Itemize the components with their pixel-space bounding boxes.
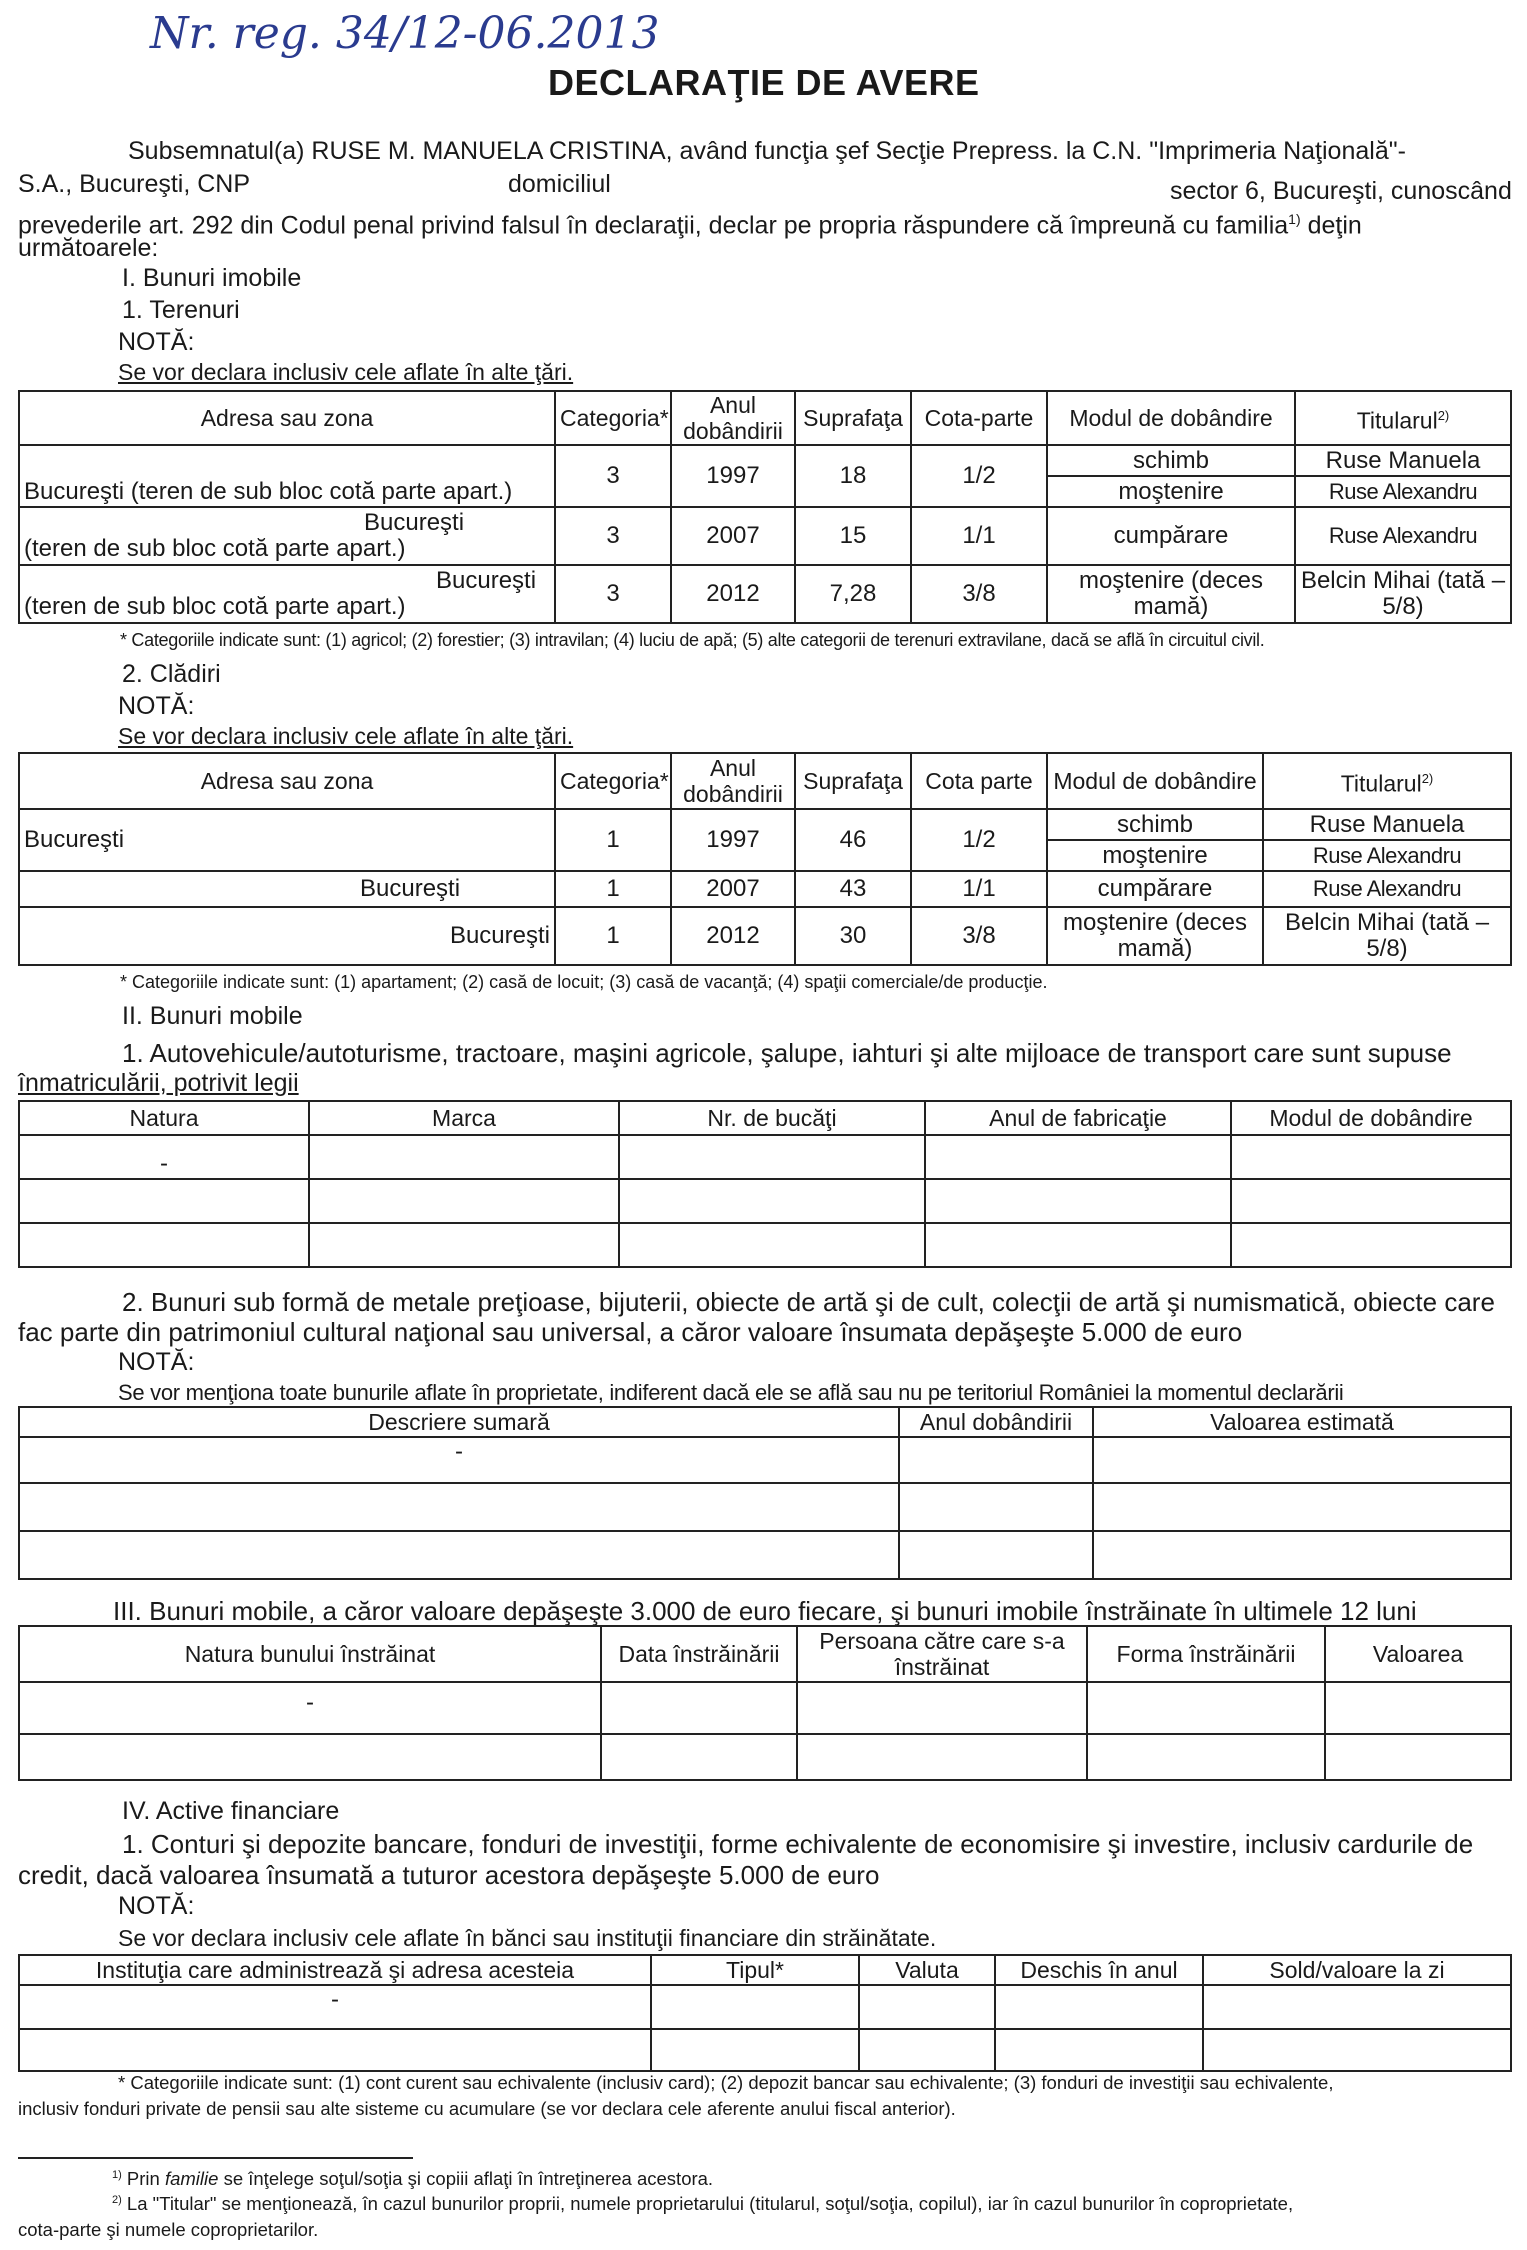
footnote-1-pre: Prin bbox=[126, 2168, 165, 2189]
vehicles-table bbox=[18, 1100, 1512, 1268]
col-header-modul: Modul de dobândire bbox=[1047, 753, 1263, 809]
page-title: DECLARAŢIE DE AVERE bbox=[548, 62, 980, 103]
table-row bbox=[19, 907, 1511, 965]
cell-categoria: 3 bbox=[555, 565, 671, 623]
land-table bbox=[18, 390, 1512, 624]
table-row bbox=[19, 1223, 1511, 1267]
col-header-anul: Anul dobândirii bbox=[671, 391, 795, 445]
table-row bbox=[19, 1179, 1511, 1223]
titular-value: Ruse Manuela bbox=[1296, 446, 1510, 477]
cell-adresa: Bucureşti bbox=[19, 809, 555, 871]
col-header-valoarea: Valoarea estimată bbox=[1093, 1407, 1511, 1437]
cell-adresa: Bucureşti (teren de sub bloc cotă parte apart.) bbox=[19, 445, 555, 507]
alienated-goods-table bbox=[18, 1625, 1512, 1781]
cell-anul: 2007 bbox=[671, 871, 795, 907]
registration-number: Nr. reg. 34/12-06.2013 bbox=[150, 8, 660, 59]
col-header-titular bbox=[1263, 753, 1511, 809]
cell-titular: Belcin Mihai (tată – 5/8) bbox=[1263, 907, 1511, 965]
footnote-2 bbox=[112, 2193, 1293, 2215]
nota-label: NOTĂ: bbox=[118, 692, 195, 720]
cell-modul bbox=[1047, 445, 1295, 507]
table-row bbox=[19, 1734, 1511, 1780]
cell-suprafata: 43 bbox=[795, 871, 911, 907]
section-4-sub-1-line-1: 1. Conturi şi depozite bancare, fonduri de investiţii, forme echivalente de economisire şi investire, inclusiv cardurile de bbox=[122, 1829, 1474, 1859]
cell-suprafata: 7,28 bbox=[795, 565, 911, 623]
financial-footnote-line-1: * Categoriile indicate sunt: (1) cont curent sau echivalente (inclusiv card); (2) depozit bancar sau echivalente; (3) fonduri de investiţii sau echivalente, bbox=[118, 2072, 1334, 2093]
footnote-ref-2: 2) bbox=[1437, 407, 1450, 423]
footnote-2-marker: 2) bbox=[112, 2193, 122, 2206]
col-header-nr-bucati: Nr. de bucăţi bbox=[619, 1101, 925, 1135]
cell-anul: 1997 bbox=[671, 809, 795, 871]
section-3-heading: III. Bunuri mobile, a căror valoare depăşeşte 3.000 de euro fiecare, şi bunuri imobile înstrăinate în ultimele 12 luni bbox=[113, 1596, 1417, 1626]
nota-text: Se vor menţiona toate bunurile aflate în proprietate, indiferent dacă ele se află sau nu pe teritoriul României la momentul declarării bbox=[118, 1380, 1344, 1405]
footnote-2-line-2: cota-parte şi numele coproprietarilor. bbox=[18, 2219, 319, 2240]
col-header-natura: Natura bunului înstrăinat bbox=[19, 1626, 601, 1682]
nota-label: NOTĂ: bbox=[118, 1348, 195, 1376]
cell-modul bbox=[1047, 809, 1263, 871]
titular-value: Ruse Alexandru bbox=[1312, 843, 1462, 868]
col-header-titular bbox=[1295, 391, 1511, 445]
empty-dash: - bbox=[19, 1437, 899, 1483]
intro-line-2c: sector 6, Bucureşti, cunoscând bbox=[1170, 177, 1512, 205]
cell-titular bbox=[1295, 445, 1511, 507]
section-2-heading: II. Bunuri mobile bbox=[122, 1002, 303, 1030]
col-header-descriere: Descriere sumară bbox=[19, 1407, 899, 1437]
financial-footnote-line-2: inclusiv fonduri private de pensii sau alte sisteme cu acumulare (se vor declara cele aferente anului fiscal anterior). bbox=[18, 2098, 956, 2119]
col-header-sold: Sold/valoare la zi bbox=[1203, 1955, 1511, 1985]
footnote-ref-2: 2) bbox=[1421, 770, 1434, 786]
col-header-anul: Anul dobândirii bbox=[899, 1407, 1093, 1437]
col-header-anul-fabricatie: Anul de fabricaţie bbox=[925, 1101, 1231, 1135]
modul-value: schimb bbox=[1048, 810, 1262, 841]
col-header-suprafata: Suprafaţa bbox=[795, 391, 911, 445]
table-row bbox=[19, 1985, 1511, 2029]
table-row bbox=[19, 1483, 1511, 1531]
col-header-valuta: Valuta bbox=[859, 1955, 995, 1985]
intro-line-1: Subsemnatul(a) RUSE M. MANUELA CRISTINA, având funcţia şef Secţie Prepress. la C.N. "Imprimeria Naţională"- bbox=[128, 137, 1406, 165]
cell-anul: 2012 bbox=[671, 907, 795, 965]
cell-categoria: 1 bbox=[555, 809, 671, 871]
col-header-titular-text: Titularul bbox=[1340, 770, 1422, 797]
cell-adresa bbox=[19, 565, 555, 623]
col-header-suprafata: Suprafaţa bbox=[795, 753, 911, 809]
cell-cota: 1/1 bbox=[911, 507, 1047, 565]
section-2-sub-2-line-1: 2. Bunuri sub formă de metale preţioase, bijuterii, obiecte de artă şi de cult, colecţii de artă şi numismatică, obiecte care bbox=[122, 1287, 1495, 1317]
intro-line-3 bbox=[18, 203, 1362, 242]
table-row bbox=[19, 1531, 1511, 1579]
col-header-persoana: Persoana către care s-a înstrăinat bbox=[797, 1626, 1087, 1682]
adresa-part: Bucureşti bbox=[436, 567, 537, 594]
cell-categoria: 1 bbox=[555, 871, 671, 907]
cell-modul: moştenire (deces mamă) bbox=[1047, 565, 1295, 623]
col-header-titular-text: Titularul bbox=[1356, 407, 1438, 434]
col-header-adresa: Adresa sau zona bbox=[19, 753, 555, 809]
col-header-valoarea: Valoarea bbox=[1325, 1626, 1511, 1682]
table-row bbox=[19, 809, 1511, 871]
table-row bbox=[19, 1682, 1511, 1734]
col-header-cota: Cota-parte bbox=[911, 391, 1047, 445]
buildings-table bbox=[18, 752, 1512, 966]
col-header-marca: Marca bbox=[309, 1101, 619, 1135]
cell-cota: 1/1 bbox=[911, 871, 1047, 907]
section-4-heading: IV. Active financiare bbox=[122, 1797, 340, 1825]
section-1-sub-1: 1. Terenuri bbox=[122, 296, 240, 324]
col-header-cota: Cota parte bbox=[911, 753, 1047, 809]
table-row bbox=[19, 445, 1511, 507]
footnote-1-post: se înţelege soţul/soţia şi copiii aflaţi în întreţinerea acestora. bbox=[218, 2168, 714, 2189]
cell-categoria: 1 bbox=[555, 907, 671, 965]
adresa-part: (teren de sub bloc cotă parte apart.) bbox=[24, 593, 406, 620]
col-header-institutia: Instituţia care administrează şi adresa acesteia bbox=[19, 1955, 651, 1985]
table-row bbox=[19, 1437, 1511, 1483]
nota-text: Se vor declara inclusiv cele aflate în alte ţări. bbox=[118, 359, 574, 385]
footnote-ref-1: 1) bbox=[1288, 211, 1301, 227]
nota-label: NOTĂ: bbox=[118, 328, 195, 356]
land-footnote: * Categoriile indicate sunt: (1) agricol; (2) forestier; (3) intravilan; (4) luciu de apă; (5) alte categorii de terenuri extravilane, dacă se află în circuitul civil. bbox=[120, 630, 1265, 650]
col-header-data: Data înstrăinării bbox=[601, 1626, 797, 1682]
empty-dash: - bbox=[19, 1682, 601, 1734]
cell-titular bbox=[1263, 809, 1511, 871]
titular-value: Ruse Alexandru bbox=[1328, 479, 1478, 504]
cell-modul: moştenire (deces mamă) bbox=[1047, 907, 1263, 965]
modul-value: moştenire bbox=[1118, 478, 1224, 505]
nota-label: NOTĂ: bbox=[118, 1892, 195, 1920]
nota-text: Se vor declara inclusiv cele aflate în bănci sau instituţii financiare din străinătate. bbox=[118, 1925, 937, 1951]
cell-modul: cumpărare bbox=[1047, 871, 1263, 907]
buildings-footnote: * Categoriile indicate sunt: (1) apartament; (2) casă de locuit; (3) casă de vacanţă; (4) spaţii comerciale/de producţie. bbox=[120, 972, 1048, 992]
col-header-adresa: Adresa sau zona bbox=[19, 391, 555, 445]
cell-categoria: 3 bbox=[555, 445, 671, 507]
cell-cota: 1/2 bbox=[911, 445, 1047, 507]
adresa-part: (teren de sub bloc cotă parte apart.) bbox=[24, 535, 406, 562]
section-2-sub-2-line-2: fac parte din patrimoniul cultural naţional sau universal, a căror valoare însumata depăşeşte 5.000 de euro bbox=[18, 1317, 1243, 1347]
col-header-modul: Modul de dobândire bbox=[1231, 1101, 1511, 1135]
cell-suprafata: 30 bbox=[795, 907, 911, 965]
titular-value: Ruse Manuela bbox=[1264, 810, 1510, 841]
table-row bbox=[19, 507, 1511, 565]
footnote-1-em: familie bbox=[164, 2168, 219, 2189]
col-header-deschis: Deschis în anul bbox=[995, 1955, 1203, 1985]
cell-adresa: Bucureşti bbox=[19, 871, 555, 907]
section-4-sub-1-line-2: credit, dacă valoarea însumată a tuturor acestora depăşeşte 5.000 de euro bbox=[18, 1860, 880, 1890]
cell-cota: 1/2 bbox=[911, 809, 1047, 871]
col-header-tipul: Tipul* bbox=[651, 1955, 859, 1985]
section-2-sub-1-line-2: înmatriculării, potrivit legii bbox=[18, 1069, 299, 1097]
col-header-forma: Forma înstrăinării bbox=[1087, 1626, 1325, 1682]
empty-dash: - bbox=[19, 1135, 309, 1179]
empty-dash: - bbox=[19, 1985, 651, 2029]
intro-line-3-text: prevederile art. 292 din Codul penal privind falsul în declaraţii, declar pe propria răspundere că împreună cu familia bbox=[18, 211, 1289, 240]
section-1-sub-2: 2. Clădiri bbox=[122, 660, 221, 688]
col-header-natura: Natura bbox=[19, 1101, 309, 1135]
valuables-table bbox=[18, 1406, 1512, 1580]
section-2-sub-1-line-1: 1. Autovehicule/autoturisme, tractoare, maşini agricole, şalupe, iahturi şi alte mijloace de transport care sunt supuse bbox=[122, 1038, 1452, 1068]
cell-anul: 1997 bbox=[671, 445, 795, 507]
footnote-1-marker: 1) bbox=[112, 2168, 122, 2181]
intro-line-4: următoarele: bbox=[18, 234, 159, 262]
cell-cota: 3/8 bbox=[911, 907, 1047, 965]
cell-adresa bbox=[19, 507, 555, 565]
cell-modul: cumpărare bbox=[1047, 507, 1295, 565]
table-row bbox=[19, 2029, 1511, 2071]
col-header-categoria: Categoria* bbox=[555, 753, 671, 809]
table-row bbox=[19, 1135, 1511, 1179]
financial-assets-table bbox=[18, 1954, 1512, 2072]
cell-cota: 3/8 bbox=[911, 565, 1047, 623]
intro-line-2b: domiciliul bbox=[508, 170, 611, 198]
cell-anul: 2012 bbox=[671, 565, 795, 623]
intro-line-2a: S.A., Bucureşti, CNP bbox=[18, 170, 251, 198]
cell-suprafata: 46 bbox=[795, 809, 911, 871]
modul-value: schimb bbox=[1048, 446, 1294, 477]
section-1-heading: I. Bunuri imobile bbox=[122, 264, 302, 292]
footnote-2-line-1: La "Titular" se menţionează, în cazul bunurilor proprii, numele proprietarului (titularul, soţul/soţia, copilul), iar în cazul bunurilor în coproprietate, bbox=[126, 2193, 1294, 2214]
modul-value: moştenire bbox=[1102, 842, 1208, 869]
footnote-1 bbox=[112, 2168, 713, 2190]
cell-titular: Ruse Alexandru bbox=[1295, 507, 1511, 565]
table-row bbox=[19, 565, 1511, 623]
cell-categoria: 3 bbox=[555, 507, 671, 565]
intro-line-3-end: deţin bbox=[1307, 211, 1362, 240]
footnote-divider bbox=[18, 2157, 413, 2159]
cell-suprafata: 18 bbox=[795, 445, 911, 507]
cell-suprafata: 15 bbox=[795, 507, 911, 565]
adresa-part: Bucureşti bbox=[364, 509, 465, 536]
col-header-categoria: Categoria* bbox=[555, 391, 671, 445]
col-header-modul: Modul de dobândire bbox=[1047, 391, 1295, 445]
cell-adresa: Bucureşti bbox=[19, 907, 555, 965]
table-row bbox=[19, 871, 1511, 907]
cell-titular: Ruse Alexandru bbox=[1263, 871, 1511, 907]
cell-titular: Belcin Mihai (tată – 5/8) bbox=[1295, 565, 1511, 623]
col-header-anul: Anul dobândirii bbox=[671, 753, 795, 809]
cell-anul: 2007 bbox=[671, 507, 795, 565]
nota-text: Se vor declara inclusiv cele aflate în alte ţări. bbox=[118, 723, 574, 749]
